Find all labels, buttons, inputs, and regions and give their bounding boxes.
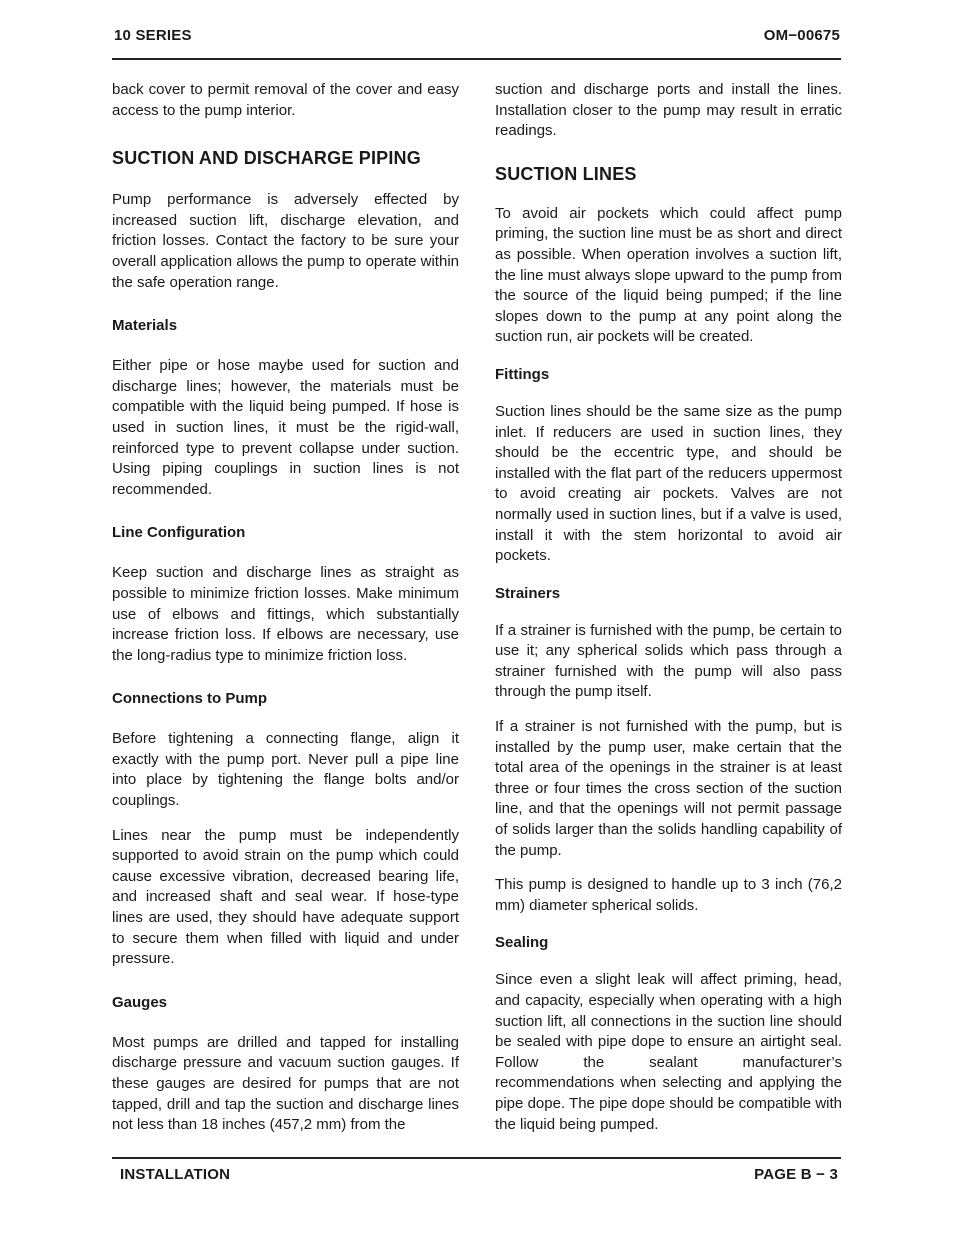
heading-materials: Materials	[112, 317, 178, 335]
footer-rule	[112, 1157, 841, 1159]
materials-paragraph: Either pipe or hose maybe used for suction and discharge lines; however, the materials must be compatible with the liquid being pumped. If hose is used in suction lines, it must be the rigid-wall, reinforced type to prevent collapse under suction. Using piping couplings in suction lines is not recommended.	[112, 357, 459, 498]
connections-paragraph-2: Lines near the pump must be independently supported to avoid strain on the pump which could cause excessive vibration, decreased bearing life, and increased shaft and seal wear. If hose-type lines are used, they should have adequate support to secure them when filled with liquid and under pressure.	[112, 826, 459, 968]
left-column	[112, 80, 459, 1150]
right-intro-paragraph: suction and discharge ports and install the lines. Installation closer to the pump may result in erratic readings.	[495, 81, 842, 140]
header-doc-number: OM−00675	[763, 27, 840, 44]
heading-connections-to-pump: Connections to Pump	[112, 690, 267, 708]
gauges-paragraph: Most pumps are drilled and tapped for installing discharge pressure and vacuum suction gauges. If these gauges are desired for pumps that are not tapped, drill and tap the suction and discharge lines not less than 18 inches (457,2 mm) from the	[112, 1033, 459, 1134]
heading-strainers: Strainers	[495, 584, 561, 602]
connections-paragraph-1: Before tightening a connecting flange, align it exactly with the pump port. Never pull a pipe line into place by tightening the flange bolts and/or couplings.	[112, 730, 459, 810]
header-rule	[112, 58, 841, 60]
footer-section: INSTALLATION	[120, 1166, 231, 1183]
strainers-paragraph-2: If a strainer is not furnished with the pump, but is installed by the pump user, make certain that the total area of the openings in the strainer is at least three or four times the cross section of the suction line, and that the openings will not permit passage of solids larger than the solids handling capability of the pump.	[495, 718, 842, 859]
sealing-paragraph: Since even a slight leak will affect priming, head, and capacity, especially when operating with a high suction lift, all connections in the suction line should be sealed with pipe dope to ensure an airtight seal. Follow the sealant manufacturer’s recommendations when selecting and applying the pipe dope. The pipe dope should be compatible with the liquid being pumped.	[495, 971, 842, 1133]
right-column	[495, 80, 842, 1149]
heading-suction-discharge-piping: SUCTION AND DISCHARGE PIPING	[112, 148, 421, 169]
strainers-paragraph-3: This pump is designed to handle up to 3 inch (76,2 mm) diameter spherical solids.	[495, 876, 842, 914]
fittings-paragraph: Suction lines should be the same size as the pump inlet. If reducers are used in suction lines, they should be the eccentric type, and should be installed with the flat part of the reducers uppermost to avoid creating air pockets. Valves are not normally used in suction lines, but if a valve is used, install it with the stem horizontal to avoid air pockets.	[495, 402, 842, 565]
heading-sealing: Sealing	[495, 934, 549, 952]
suction-lines-paragraph: To avoid air pockets which could affect pump priming, the suction line must be as short and direct as possible. When operation involves a suction lift, the line must always slope upward to the pump from the source of the liquid being pumped; if the line slopes down to the pump at any point along the suction run, air pockets will be created.	[495, 204, 842, 346]
left-intro-paragraph: back cover to permit removal of the cover and easy access to the pump interior.	[112, 81, 459, 119]
heading-fittings: Fittings	[495, 365, 550, 383]
piping-paragraph: Pump performance is adversely effected by increased suction lift, discharge elevation, and friction losses. Contact the factory to be sure your overall application allows the pump to operate within the safe operation range.	[112, 191, 459, 291]
heading-gauges: Gauges	[112, 993, 168, 1011]
heading-suction-lines: SUCTION LINES	[495, 163, 637, 184]
line-configuration-paragraph: Keep suction and discharge lines as straight as possible to minimize friction losses. Make minimum use of elbows and fittings, which substantially increase friction loss. If elbows are necessary, use the long-radius type to minimize friction loss.	[112, 564, 459, 664]
footer-page-number: PAGE B − 3	[754, 1166, 838, 1183]
strainers-paragraph-1: If a strainer is furnished with the pump, be certain to use it; any spherical solids which pass through a strainer furnished with the pump will also pass through the pump itself.	[495, 621, 842, 701]
heading-line-configuration: Line Configuration	[112, 524, 246, 542]
header-series: 10 SERIES	[114, 27, 192, 44]
